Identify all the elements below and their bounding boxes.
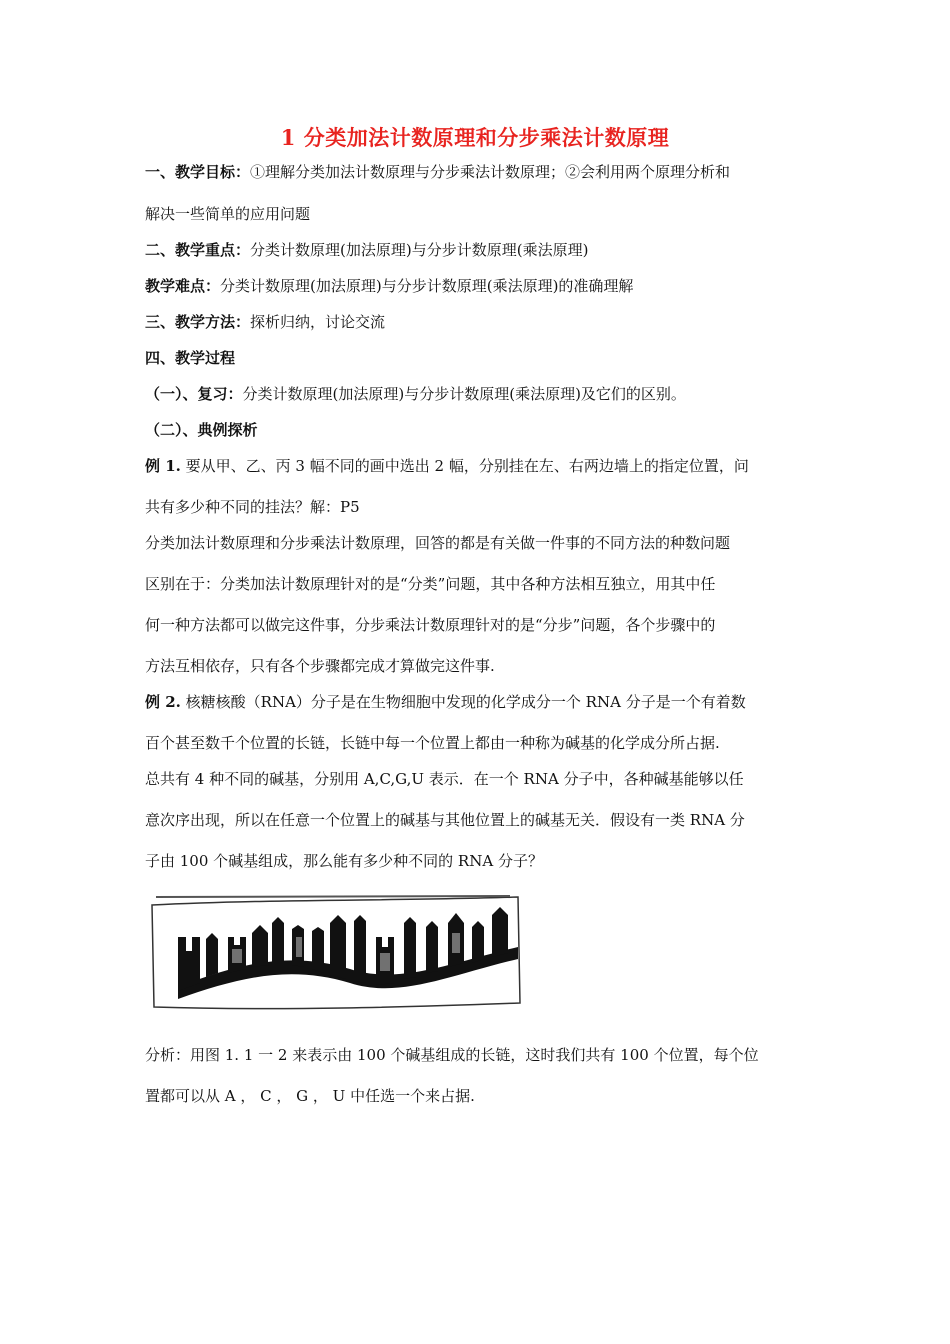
method-text: 探析归纳，讨论交流	[250, 313, 386, 331]
method-line	[145, 312, 810, 332]
comparison-line-2: 区别在于：分类加法计数原理针对的是“分类”问题，其中各种方法相互独立，用其中任	[145, 575, 716, 593]
analysis-line-2: 置都可以从 A ， C ， G ， U 中任选一个来占据.	[145, 1087, 475, 1105]
teaching-goal-text: ①理解分类加法计数原理与分步乘法计数原理；②会利用两个原理分析和	[250, 163, 731, 181]
example2-text: 核糖核酸（RNA）分子是在生物细胞中发现的化学成分一个 RNA 分子是一个有着数	[180, 693, 746, 711]
review-text: 分类计数原理(加法原理)与分步计数原理(乘法原理)及它们的区别。	[242, 385, 686, 403]
key-point-text: 分类计数原理(加法原理)与分步计数原理(乘法原理)	[250, 241, 589, 259]
difficulty-line	[145, 276, 810, 296]
key-point-label: 二、教学重点：	[145, 241, 251, 259]
review-label: （一）、复习：	[145, 385, 243, 403]
example1-text: 要从甲、乙、丙 3 幅不同的画中选出 2 幅，分别挂在左、右两边墙上的指定位置，问	[180, 457, 749, 475]
process-heading: 四、教学过程	[145, 349, 236, 367]
example2-line-2: 百个甚至数千个位置的长链，长链中每一个位置上都由一种称为碱基的化学成分所占据.	[145, 734, 720, 752]
key-point-line	[145, 240, 810, 260]
method-label: 三、教学方法：	[145, 313, 251, 331]
example2-line-1	[145, 692, 810, 712]
analysis-line-1: 分析：用图 1. 1 一 2 来表示由 100 个碱基组成的长链，这时我们共有 100 个位置，每个位	[145, 1046, 759, 1064]
examples-heading: （二）、典例探析	[145, 421, 258, 439]
teaching-goal-line-1	[145, 162, 810, 182]
teaching-goal-line-2: 解决一些简单的应用问题	[145, 205, 311, 223]
rna-chain-figure	[150, 893, 524, 1013]
difficulty-text: 分类计数原理(加法原理)与分步计数原理(乘法原理)的准确理解	[220, 277, 634, 295]
example1-label: 例 1.	[145, 457, 181, 475]
example2-line-3: 总共有 4 种不同的碱基，分别用 A,C,G,U 表示．在一个 RNA 分子中，各种碱基能够以任	[145, 770, 744, 788]
comparison-line-1: 分类加法计数原理和分步乘法计数原理，回答的都是有关做一件事的不同方法的种数问题	[145, 534, 731, 552]
example1-line-2: 共有多少种不同的挂法？解：P5	[145, 498, 360, 516]
review-line	[145, 384, 810, 404]
example2-line-4: 意次序出现，所以在任意一个位置上的碱基与其他位置上的碱基无关．假设有一类 RNA 分	[145, 811, 745, 829]
comparison-line-4: 方法互相依存，只有各个步骤都完成才算做完这件事.	[145, 657, 495, 675]
page-title: 1 分类加法计数原理和分步乘法计数原理	[280, 125, 670, 150]
teaching-goal-label: 一、教学目标：	[145, 163, 251, 181]
comparison-line-3: 何一种方法都可以做完这件事，分步乘法计数原理针对的是“分步”问题，各个步骤中的	[145, 616, 716, 634]
difficulty-label: 教学难点：	[145, 277, 221, 295]
example1-line-1	[145, 456, 810, 476]
example2-label: 例 2.	[145, 693, 181, 711]
example2-line-5: 子由 100 个碱基组成，那么能有多少种不同的 RNA 分子？	[145, 852, 543, 870]
